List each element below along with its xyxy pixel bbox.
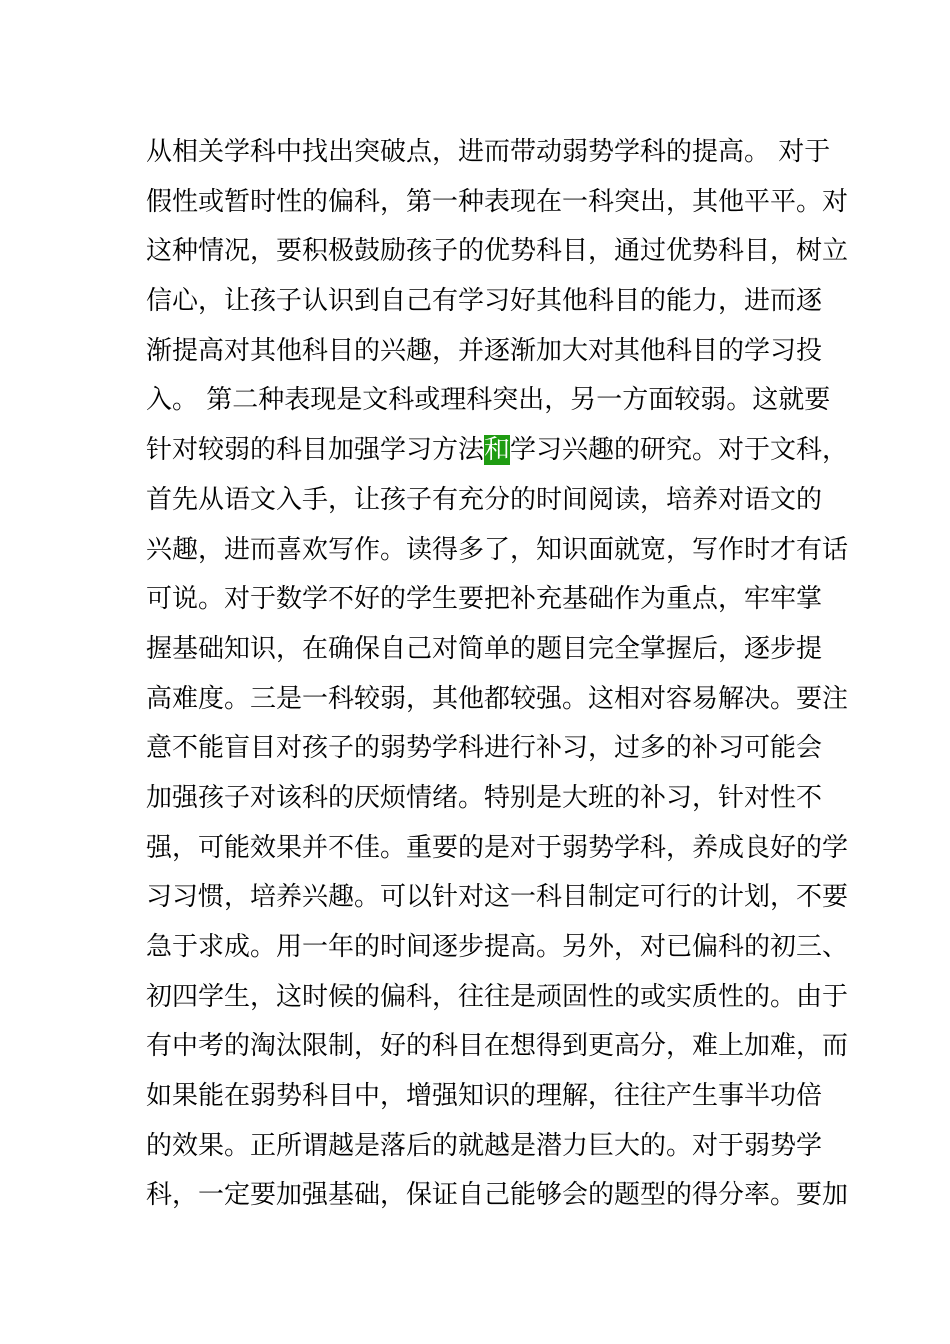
text-line: 入。 第二种表现是文科或理科突出，另一方面较弱。这就要 — [146, 385, 831, 416]
text-line: 习习惯，培养兴趣。可以针对这一科目制定可行的计划，不要 — [146, 882, 849, 913]
text-line-with-highlight — [146, 426, 849, 476]
text-line: 渐提高对其他科目的兴趣，并逐渐加大对其他科目的学习投 — [146, 335, 823, 366]
text-line: 意不能盲目对孩子的弱势学科进行补习，过多的补习可能会 — [146, 733, 823, 764]
text-line: 的效果。正所谓越是落后的就越是潜力巨大的。对于弱势学 — [146, 1130, 823, 1161]
text-line: 可说。对于数学不好的学生要把补充基础作为重点，牢牢掌 — [146, 584, 823, 615]
text-line: 这种情况，要积极鼓励孩子的优势科目，通过优势科目，树立 — [146, 236, 849, 267]
text-line: 强，可能效果并不佳。重要的是对于弱势学科，养成良好的学 — [146, 832, 849, 863]
text-segment: 针对较弱的科目加强学习方法 — [146, 435, 485, 466]
text-segment: 学习兴趣的研究。对于文科， — [510, 435, 849, 466]
text-line: 有中考的淘汰限制，好的科目在想得到更高分，难上加难，而 — [146, 1031, 849, 1062]
text-line: 握基础知识，在确保自己对简单的题目完全掌握后，逐步提 — [146, 633, 823, 664]
text-line: 高难度。三是一科较弱，其他都较强。这相对容易解决。要注 — [146, 683, 849, 714]
text-line: 信心，让孩子认识到自己有学习好其他科目的能力，进而逐 — [146, 286, 823, 317]
text-line: 加强孩子对该科的厌烦情绪。特别是大班的补习，针对性不 — [146, 782, 823, 813]
text-line: 首先从语文入手，让孩子有充分的时间阅读，培养对语文的 — [146, 484, 823, 515]
body-text — [146, 128, 849, 1221]
highlighted-word: 和 — [484, 435, 511, 466]
text-line: 急于求成。用一年的时间逐步提高。另外，对已偏科的初三、 — [146, 932, 849, 962]
text-line: 科，一定要加强基础，保证自己能够会的题型的得分率。要加 — [146, 1180, 849, 1211]
text-line: 兴趣，进而喜欢写作。读得多了，知识面就宽，写作时才有话 — [146, 534, 849, 565]
text-line: 从相关学科中找出突破点，进而带动弱势学科的提高。 对于 — [146, 137, 831, 167]
text-line: 初四学生，这时候的偏科，往往是顽固性的或实质性的。由于 — [146, 981, 849, 1012]
text-line: 如果能在弱势科目中，增强知识的理解，往往产生事半功倍 — [146, 1081, 823, 1112]
text-line: 假性或暂时性的偏科，第一种表现在一科突出，其他平平。对 — [146, 186, 849, 217]
